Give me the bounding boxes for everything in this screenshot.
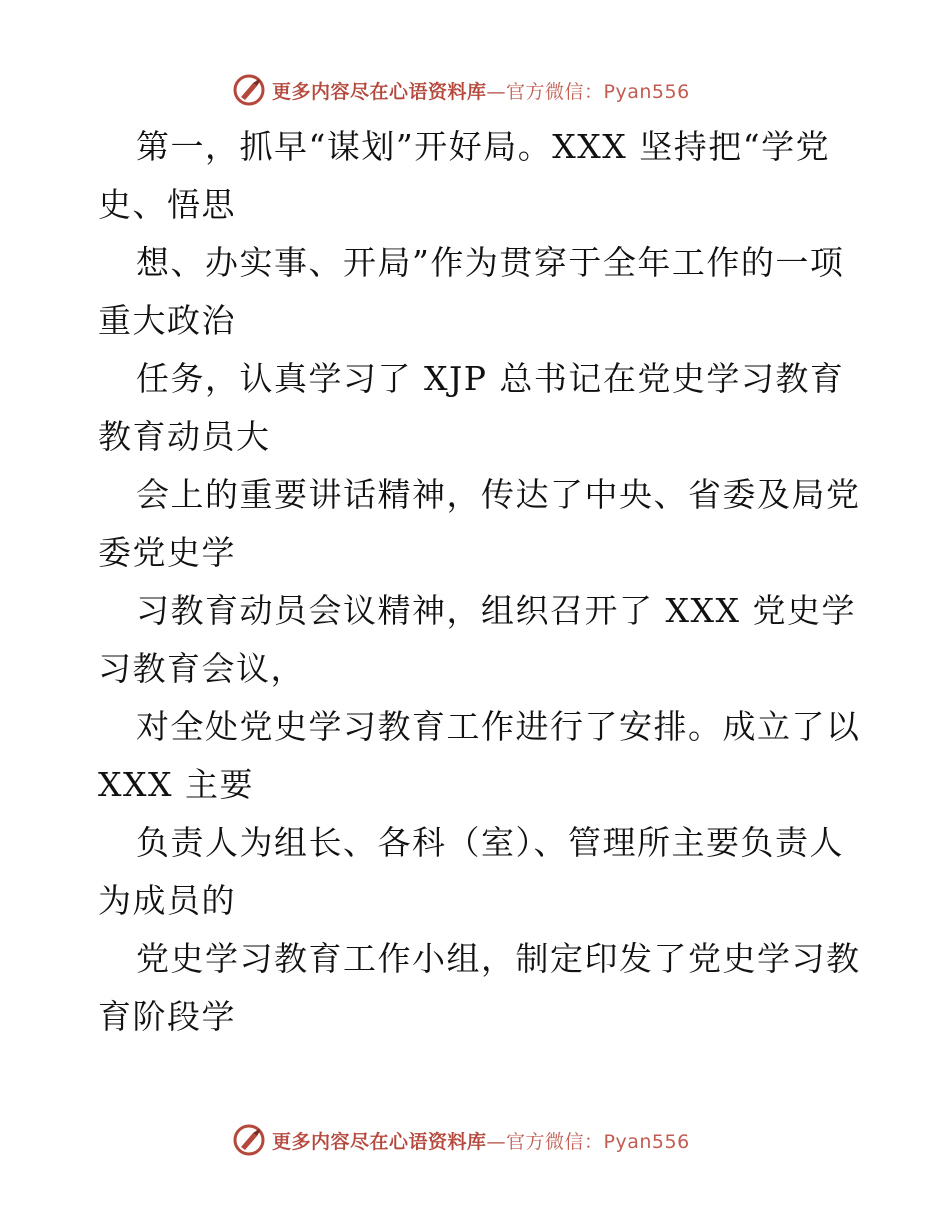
banner-text <box>272 77 690 104</box>
logo-icon <box>232 73 266 107</box>
text-line: 负责人为组长、各科（室）、管理所主要负责人 <box>136 823 844 862</box>
text-line: 会上的重要讲话精神，传达了中央、省委及局党 <box>136 475 861 514</box>
text-line: 习教育动员会议精神，组织召开了 XXX 党史学 <box>136 591 856 630</box>
banner-wechat-label: 官方微信： <box>506 80 604 103</box>
text-line: 为成员的 <box>98 881 236 920</box>
text-line: 委党史学 <box>98 533 236 572</box>
banner-wechat-id: Pyan556 <box>603 80 690 103</box>
banner-dash: — <box>486 80 507 103</box>
text-line: 史、悟思 <box>98 185 236 224</box>
text-line: 教育动员大 <box>98 417 271 456</box>
banner-lead: 更多内容尽在心语资料库 <box>272 1130 487 1153</box>
paragraph <box>98 118 861 1046</box>
text-line: 第一，抓早“谋划”开好局。XXX 坚持把“学党 <box>136 127 831 166</box>
banner-wechat-label: 官方微信： <box>506 1130 604 1153</box>
text-line: XXX 主要 <box>98 765 254 804</box>
banner-text <box>272 1127 690 1154</box>
text-line: 对全处党史学习教育工作进行了安排。成立了以 <box>136 707 861 746</box>
text-line: 党史学习教育工作小组，制定印发了党史学习教 <box>136 939 861 978</box>
text-line: 习教育会议， <box>98 649 305 688</box>
banner-wechat-id: Pyan556 <box>603 1130 690 1153</box>
logo-icon <box>232 1123 266 1157</box>
header-banner <box>232 70 690 110</box>
banner-lead: 更多内容尽在心语资料库 <box>272 80 487 103</box>
footer-banner <box>232 1120 690 1160</box>
text-line: 想、办实事、开局”作为贯穿于全年工作的一项 <box>136 243 845 282</box>
banner-dash: — <box>486 1130 507 1153</box>
text-line: 任务，认真学习了 XJP 总书记在党史学习教育 <box>136 359 845 398</box>
text-line: 重大政治 <box>98 301 236 340</box>
text-line: 育阶段学 <box>98 997 236 1036</box>
